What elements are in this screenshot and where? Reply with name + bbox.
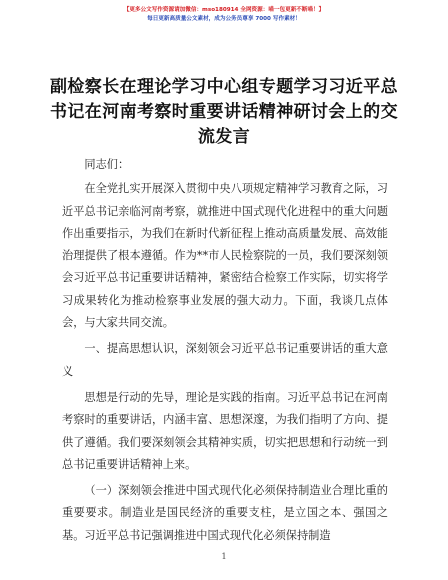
- page-number: 1: [221, 552, 227, 561]
- salutation: 同志们：: [84, 158, 130, 171]
- section-heading: 一、提高思想认识，深刻领会习近平总书记重要讲话的重大意义: [62, 342, 388, 378]
- document-title-line: 流发言: [197, 127, 251, 147]
- promo-banner: [0, 6, 448, 24]
- document-title-line: 书记在河南考察时重要讲话精神研讨会上的交: [50, 102, 398, 122]
- body-paragraph: 在全党扎实开展深入贯彻中央八项规定精神学习教育之际，习近平总书记亲临河南考察，就推进中国式现代化进程中的重大问题作出重要指示，为我们在新时代新征程上推动高质量发展、高效能治理提供了根本遵循。作为**市人民检察院的一员，我们要深刻领会习近平总书记重要讲话精神，紧密结合检察工作实际，切实将学习成果转化为推动检察事业发展的强大动力。下面，我谈几点体会，与大家共同交流。: [62, 182, 388, 330]
- document-title: [40, 75, 408, 150]
- promo-banner-line-2: 每日更新高质量公文素材，成为公务员尊享 7000 写作素材！: [147, 16, 301, 22]
- body-paragraph: 思想是行动的先导，理论是实践的指南。习近平总书记在河南考察时的重要讲话，内涵丰富、思想深邃，为我们指明了方向、提供了遵循。我们要深刻领会其精神实质，切实把思想和行动统一到总书记重要讲话精神上来。: [62, 390, 388, 471]
- promo-banner-line-1: 【更多公文写作资源请加微信：mso180914 全网资源：喵一包更新不断喵！】: [123, 7, 325, 13]
- document-body: [62, 154, 388, 551]
- body-paragraph: （一）深刻领会推进中国式现代化必须保持制造业合理比重的重要要求。制造业是国民经济的重要支柱，是立国之本、强国之基。习近平总书记强调推进中国式现代化必须保持制造: [62, 484, 388, 542]
- document-title-line: 副检察长在理论学习中心组专题学习习近平总: [50, 77, 398, 97]
